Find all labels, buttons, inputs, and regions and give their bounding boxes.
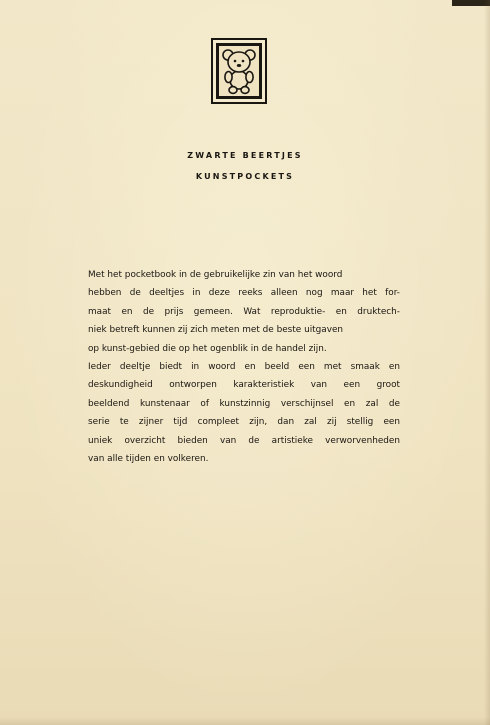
blurb-line: serie te zijner tijd compleet zijn, dan zal zij stellig een [88,417,400,428]
blurb-line: van alle tijden en volkeren. [88,454,209,465]
series-subtitle: KUNSTPOCKETS [195,172,295,181]
blurb-line: Met het pocketbook in de gebruikelijke zin van het woord [88,270,343,280]
blurb-line: beeldend kunstenaar of kunstzinnig verschijnsel en zal de [88,398,400,409]
blurb-line: uniek overzicht bieden van de artistieke verworvenheden [88,435,400,446]
blurb-line: maat en de prijs gemeen. Wat reproduktie- en druktech- [88,306,400,317]
bear-logo-icon [211,38,267,104]
blurb-line: niek betreft kunnen zij zich meten met de beste uitgaven [88,325,344,336]
blurb-paragraph [88,266,400,468]
page-edge-shadow [484,0,490,725]
page-bottom-shadow [0,717,490,725]
blurb-line: deskundigheid ontworpen karakteristiek van een groot [88,380,400,391]
blurb-line: Ieder deeltje biedt in woord en beeld een met smaak en [88,362,400,373]
blurb-line: op kunst-gebied die op het ogenblik in de handel zijn. [88,343,327,354]
blurb-line: hebben de deeltjes in deze reeks alleen nog maar het for- [88,288,400,299]
series-title: ZWARTE BEERTJES [187,151,303,160]
